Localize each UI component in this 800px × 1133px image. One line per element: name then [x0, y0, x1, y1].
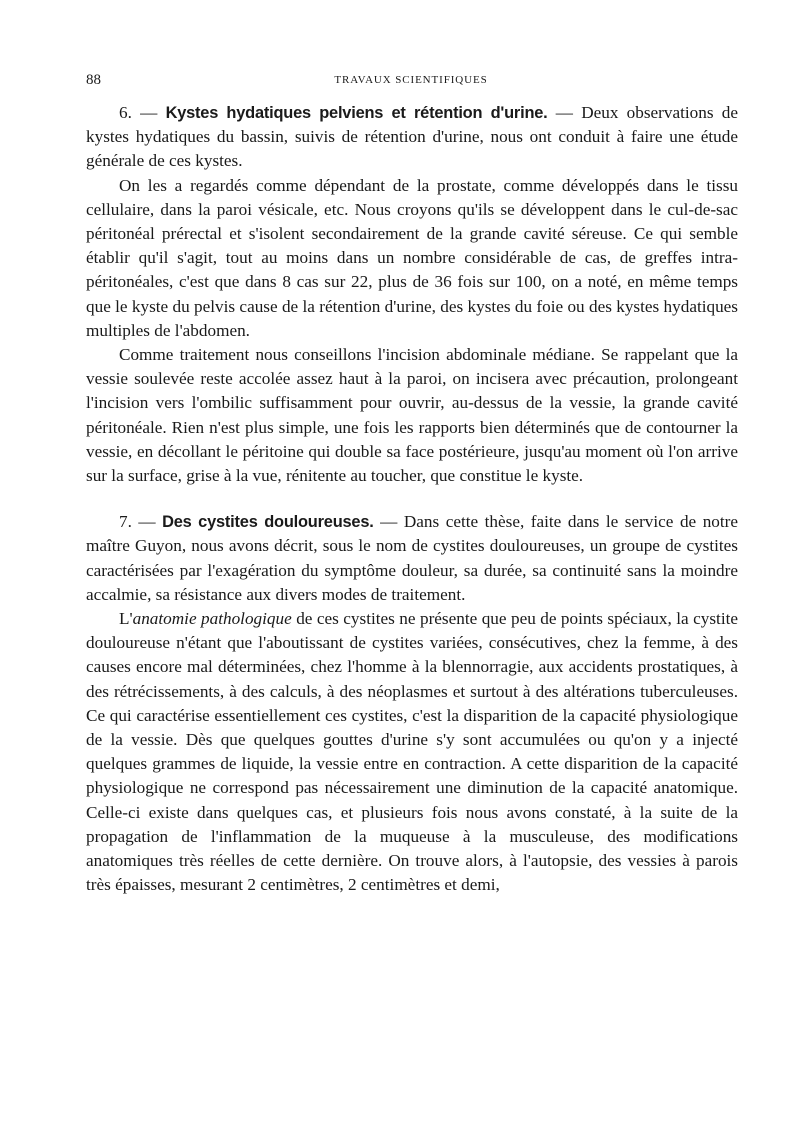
- section-7-paragraph-1: [86, 510, 738, 607]
- section-7-lead: L': [119, 609, 133, 629]
- section-7: [86, 510, 738, 897]
- section-spacer: [86, 488, 738, 510]
- page-header: [86, 72, 736, 92]
- page-body: [86, 101, 738, 898]
- section-7-paragraph-2: [86, 607, 738, 897]
- section-7-body-text: de ces cystites ne présente que peu de points spéciaux, la cystite douloureuse n'étant que l'aboutissant de cystites variées, consécutives, chez la femme, à des causes encore mal déterminées, chez l'homme à la blennorragie, aux accidents prostatiques, à des rétrécissements, à des calculs, à des néoplasmes et surtout à des altérations tuberculeuses. Ce qui caractérise essentiellement ces cystites, c'est la disparition de la capacité physiologique de la vessie. Dès que quelques gouttes d'urine s'y sont accumulées ou qu'on y a injecté quelques grammes de liquide, la vessie entre en contraction. A cette disparition de la capacité physiologique ne correspond pas nécessairement une diminution de la capacité anatomique. Celle-ci existe dans quelques cas, et plusieurs fois nous avons constaté, à la suite de la propagation de l'inflammation de la muqueuse à la musculeuse, des modifications anatomiques très réelles de cette dernière. On trouve alors, à l'autopsie, des vessies à parois très épaisses, mesurant 2 centimètres, 2 centimètres et demi,: [86, 609, 739, 895]
- section-6-paragraph-1: [86, 101, 738, 174]
- section-7-intro-text: — Dans cette thèse, faite dans le service de notre maître Guyon, nous avons décrit, sous le nom de cystites douloureuses, un groupe de cystites caractérisées par l'exagération du symptôme douleur, sa durée, sa continuité sans la moindre accalmie, sa résistance aux divers modes de traitement.: [86, 512, 739, 604]
- section-6-paragraph-2: On les a regardés comme dépendant de la prostate, comme développés dans le tissu cellulaire, dans la paroi vésicale, etc. Nous croyons qu'ils se développent dans le cul-de-sac péritonéal prérectal et s'isolent secondairement de la grande cavité séreuse. Ce qui semble établir qu'il s'agit, tout au moins dans un nombre considérable de cas, de greffes intra-péritonéales, c'est que dans 8 cas sur 22, plus de 36 fois sur 100, on a noté, en même temps que le kyste du pelvis cause de la rétention d'urine, des kystes du foie ou des kystes hydatiques multiples de l'abdomen.: [86, 175, 738, 340]
- section-6-intro-text: — Deux observations de kystes hydatiques du bassin, suivis de rétention d'urine, nous ont conduit à faire une étude générale de ces kystes.: [86, 103, 738, 171]
- running-title: TRAVAUX SCIENTIFIQUES: [334, 74, 488, 86]
- page-number: 88: [86, 72, 101, 88]
- section-7-title: Des cystites douloureuses.: [162, 513, 374, 532]
- section-7-number: 7. —: [119, 512, 163, 532]
- section-6-number: 6. —: [119, 103, 166, 122]
- section-6-title: Kystes hydatiques pelviens et rétention d'urine.: [165, 104, 548, 122]
- section-6: [86, 101, 738, 488]
- section-6-paragraph-3: Comme traitement nous conseillons l'incision abdominale médiane. Se rappelant que la vessie soulevée reste accolée assez haut à la paroi, on incisera avec précaution, prolongeant l'incision vers l'ombilic suffisamment pour ouvrir, au-dessus de la vessie, la grande cavité péritonéale. Rien n'est plus simple, une fois les rapports bien déterminés que de contourner la vessie, en décollant le péritoine qui double sa face postérieure, jusqu'au moment où l'on arrive sur la surface, grise à la vue, rénitente au toucher, que constitue le kyste.: [86, 345, 738, 486]
- section-7-italic-term: anatomie pathologique: [132, 609, 292, 629]
